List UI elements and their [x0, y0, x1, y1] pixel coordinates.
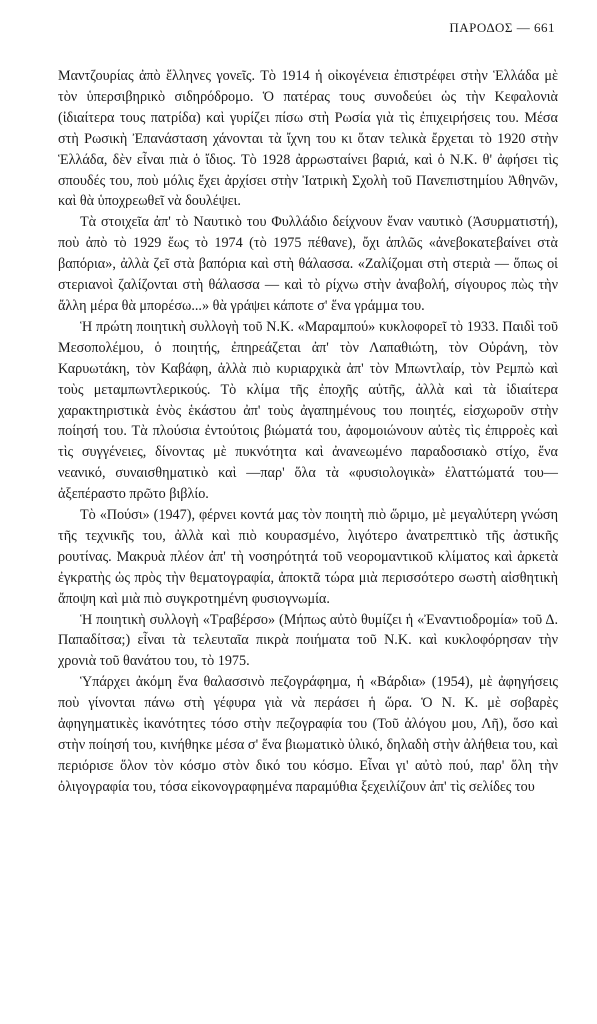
- paragraph-5: Ἡ ποιητικὴ συλλογὴ «Τραβέρσο» (Μήπως αὐτὸ θυμίζει ἡ «Ἐναντιοδρομία» τοῦ Δ. Παπαδίτσα;) εἶναι τὰ τελευταῖα πικρὰ ποιήματα τοῦ Ν.Κ. καὶ κυκλοφόρησαν τὴν χρονιὰ τοῦ θανάτου του, τὸ 1975.: [58, 611, 558, 670]
- paragraph-6: Ὑπάρχει ἀκόμη ἕνα θαλασσινὸ πεζογράφημα, ἡ «Βάρδια» (1954), μὲ ἀφηγήσεις ποὺ γίνονται πάνω στὴ γέφυρα γιὰ νὰ περάσει ἡ ὥρα. Ὁ Ν. Κ. μὲ σοβαρὲς ἀφηγηματικὲς ἱκανότητες τόσο στὴν πεζογραφία του (Τοῦ ἀλόγου μου, Λῆ), ὅσο καὶ στὴν ποίησή του, κινήθηκε μέσα σ' ἕνα βιωματικὸ ὑλικό, δηλαδὴ στὴν ἀλήθεια του, καὶ περιόρισε ὅλον τὸν κόσμο στὸν δικό του κόσμο. Εἶναι γι' αὐτὸ πού, παρ' ὅλη τὴν ὀλιγογραφία του, τόσα εἰκονογραφημένα παραμύθια ξεχειλίζουν ἀπ' τὶς σελίδες του: [58, 674, 558, 795]
- paragraph-2: Τὰ στοιχεῖα ἀπ' τὸ Ναυτικὸ του Φυλλάδιο δείχνουν ἕναν ναυτικὸ (Ἀσυρματιστή), ποὺ ἀπὸ τὸ 1929 ἕως τὸ 1974 (τὸ 1975 πέθανε), ὄχι ἁπλῶς «ἀνεβοκατεβαίνει στὰ βαπόρια», ἀλλὰ ζεῖ στὰ βαπόρια καὶ στὴ θάλασσα. «Ζαλίζομαι στὴ στεριὰ — ὅπως οἱ στεριανοὶ ζαλίζονται στὴ θάλασσα — καὶ τὸ ρίχνω στὴν ἀναβολή, σίγουρος πὼς τὴν ἄλλη μέρα θὰ μπορέσω...» θὰ γράψει κάποτε σ' ἕνα γράμμα του.: [58, 214, 558, 314]
- running-header: ΠΑΡΟΔΟΣ — 661: [449, 20, 555, 35]
- paragraph-3: Ἡ πρώτη ποιητικὴ συλλογὴ τοῦ Ν.Κ. «Μαραμπού» κυκλοφορεῖ τὸ 1933. Παιδὶ τοῦ Μεσοπολέμου, ὁ ποιητής, ἐπηρεάζεται ἀπ' τὸν Λαπαθιώτη, τὸν Οὐράνη, τὸν Καρυωτάκη, τὸν Καβάφη, ἀλλὰ πιὸ κυριαρχικὰ ἀπ' τὸν Μπωντλαίρ, τὸν Ρεμπὼ καὶ τοὺς μεταμπωντλερικούς. Τὸ κλίμα τῆς ἐποχῆς αὐτῆς, ἀλλὰ καὶ τὰ ἰδιαίτερα χαρακτηριστικὰ ἑνὸς ἑκάστου ἀπ' τοὺς ἀγαπημένους του ποιητές, εἰσχωροῦν στὴν ποίησή του. Τὰ πλούσια ἐντούτοις βιώματά του, ἀφομοιώνουν αὐτὲς τὶς ἐπιρροὲς καὶ τὶς συγγένειες, δίνοντας μὲ πυκνότητα καὶ ἀνανεωμένο παραδοσιακὸ στίχο, ἕνα νεανικό, συναισθηματικὸ καὶ —παρ' ὅλα τὰ «φυσιολογικὰ» ἐλαττώματά του— ἀξεπέραστο πρῶτο βιβλίο.: [58, 318, 558, 503]
- paragraph-1: Μαντζουρίας ἀπὸ ἕλληνες γονεῖς. Τὸ 1914 ἡ οἰκογένεια ἐπιστρέφει στὴν Ἑλλάδα μὲ τὸν ὑπερσιβηρικὸ σιδηρόδρομο. Ὁ πατέρας τους συνοδεύει ὡς τὴν Κεφαλονιὰ (ἰδιαίτερα τους πατρίδα) καὶ γυρίζει πίσω στὴ Ρωσία γιὰ τὶς ἐπιχειρήσεις του. Μέσα στὴ Ρωσικὴ Ἐπανάσταση χάνονται τὰ ἴχνη του κι ὅταν τελικὰ ἔρχεται τὸ 1920 στὴν Ἑλλάδα, δὲν εἶναι πιὰ ὁ ἴδιος. Τὸ 1928 ἀρρωσταίνει βαριά, καὶ ὁ Ν.Κ. θ' ἀφήσει τὶς σπουδές του, ποὺ μόλις ἔχει ἀρχίσει στὴν Ἰατρικὴ Σχολὴ τοῦ Πανεπιστημίου Ἀθηνῶν, καὶ θὰ ὑποχρεωθεῖ νὰ δουλέψει.: [58, 68, 558, 210]
- body-text: [58, 66, 558, 798]
- paragraph-4: Τὸ «Πούσι» (1947), φέρνει κοντά μας τὸν ποιητὴ πιὸ ὥριμο, μὲ μεγαλύτερη γνώση τῆς τεχνικῆς του, ἀλλὰ καὶ πιὸ κουρασμένο, λιγότερο ἀνατρεπτικὸ τῆς ἀστικῆς ρουτίνας. Μακρυὰ πλέον ἀπ' τὴ νοσηρότητά τοῦ νεορομαντικοῦ κλίματος καὶ ἀρκετὰ ἐγκρατὴς ὡς πρὸς τὴν θεματογραφία, ἀποκτᾶ τώρα μιὰ περισσότερο σωστὴ αἰσθητικὴ ἄποψη καὶ μιὰ πιὸ συγκροτημένη φυσιογνωμία.: [58, 507, 558, 607]
